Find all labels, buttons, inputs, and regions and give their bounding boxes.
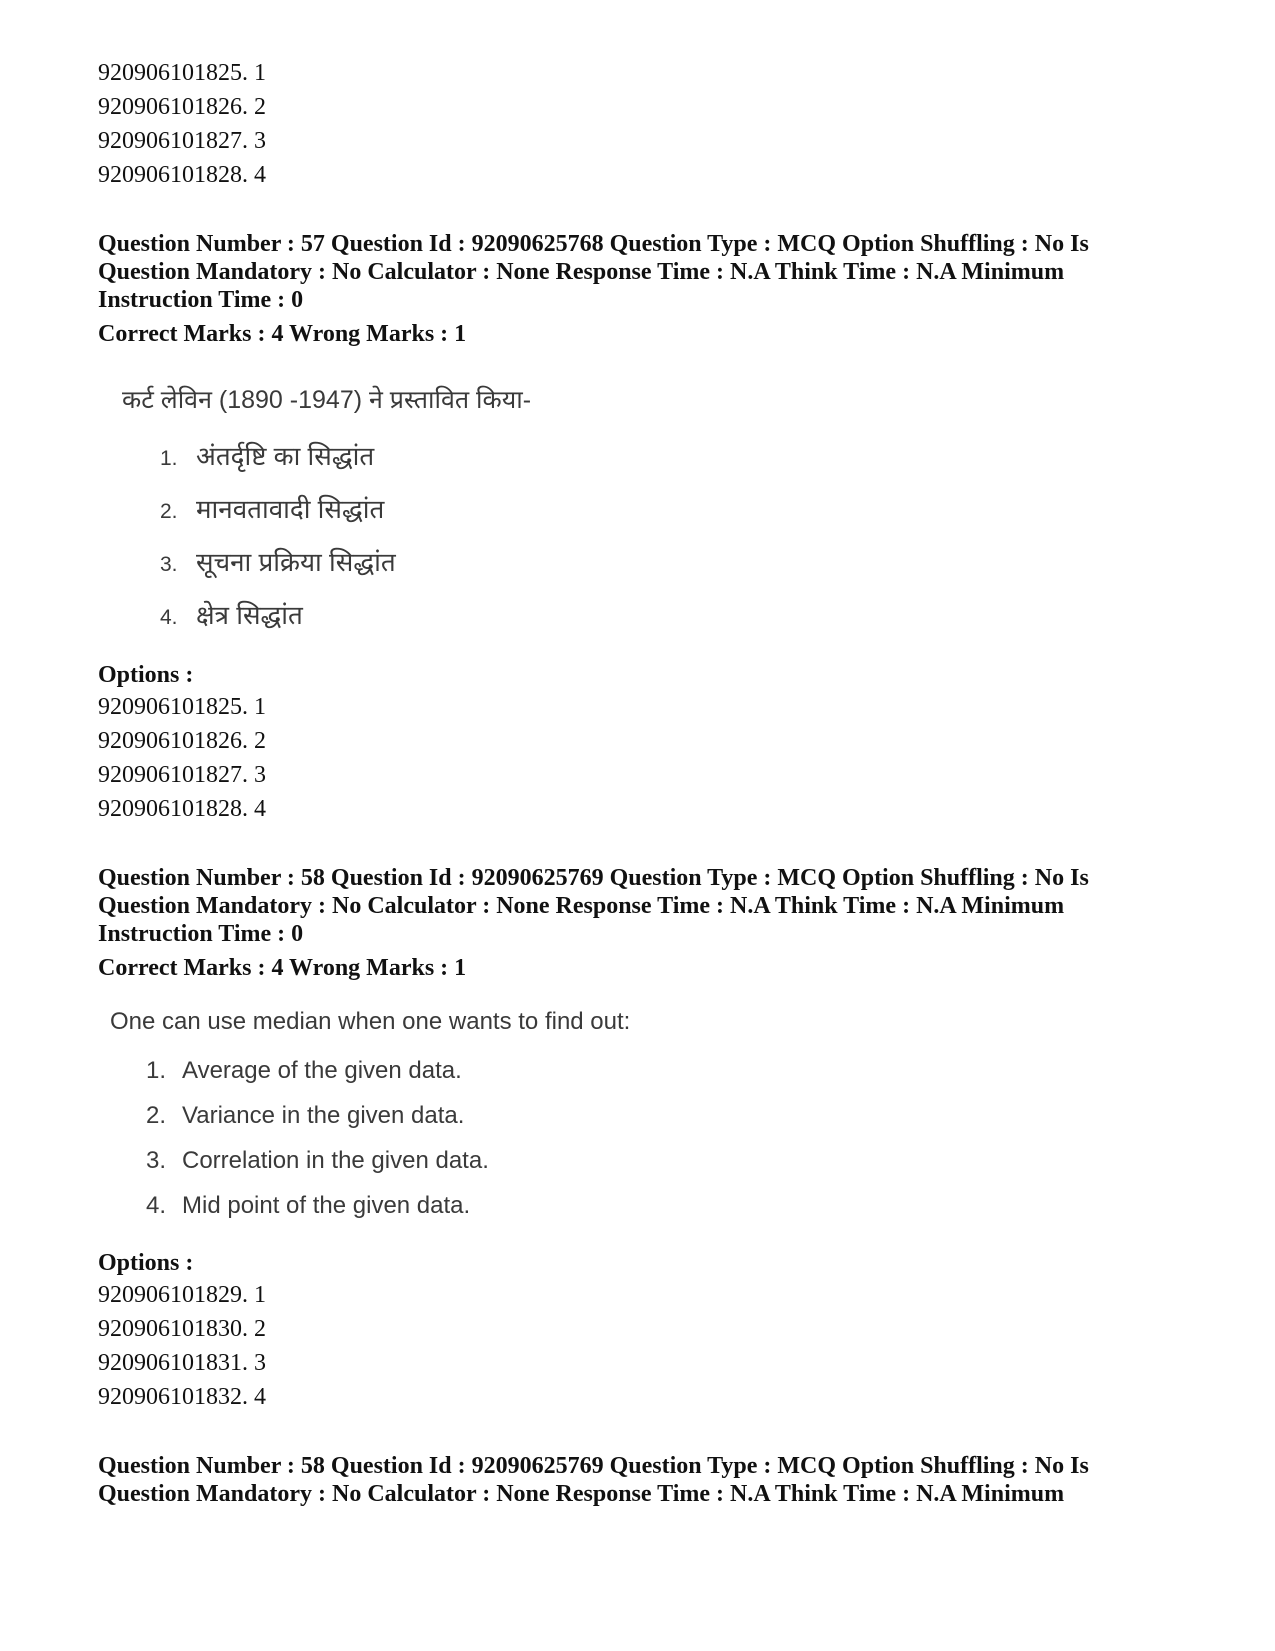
document-page: [98, 56, 1178, 1508]
question-58-body: [110, 1006, 1178, 1228]
choice-number: 4.: [146, 1192, 167, 1219]
option-line: 920906101827. 3: [98, 128, 266, 154]
options-label: Options :: [98, 662, 194, 688]
question-57-body: [122, 384, 1178, 642]
question-58-header: [98, 864, 1178, 982]
question-stem: One can use median when one wants to find out:: [110, 1008, 631, 1035]
choice-text: सूचना प्रक्रिया सिद्धांत: [196, 547, 396, 577]
choice-text: Variance in the given data.: [182, 1102, 465, 1129]
question-stem: कर्ट लेविन (1890 -1947) ने प्रस्तावित किया-: [122, 386, 532, 414]
option-line: 920906101825. 1: [98, 694, 266, 720]
option-line: 920906101825. 1: [98, 60, 266, 86]
choice-item: [146, 1183, 1178, 1228]
question-meta-line: Question Number : 58 Question Id : 92090625769 Question Type : MCQ Option Shuffling : No Is: [98, 865, 1089, 891]
choice-item: [160, 483, 1178, 536]
question-57-header: [98, 230, 1178, 348]
options-label: Options :: [98, 1250, 194, 1276]
question-marks: Correct Marks : 4 Wrong Marks : 1: [98, 321, 467, 347]
question-meta-line: Question Number : 57 Question Id : 92090625768 Question Type : MCQ Option Shuffling : No Is: [98, 231, 1089, 257]
choice-text: मानवतावादी सिद्धांत: [196, 494, 385, 524]
choice-number: 4.: [160, 606, 178, 629]
option-line: 920906101827. 3: [98, 762, 266, 788]
choice-text: Mid point of the given data.: [182, 1192, 471, 1219]
choice-item: [146, 1048, 1178, 1093]
choice-number: 3.: [146, 1147, 167, 1174]
option-line: 920906101826. 2: [98, 94, 266, 120]
choice-number: 3.: [160, 553, 178, 576]
choice-number: 2.: [146, 1102, 167, 1129]
question-meta-line: Instruction Time : 0: [98, 921, 304, 947]
choice-item: [160, 589, 1178, 642]
choice-number: 1.: [160, 447, 178, 470]
choice-text: क्षेत्र सिद्धांत: [196, 600, 303, 630]
question-58-options: [98, 1248, 1178, 1414]
question-meta-line: Question Number : 58 Question Id : 92090625769 Question Type : MCQ Option Shuffling : No Is: [98, 1453, 1089, 1479]
option-line: 920906101828. 4: [98, 162, 266, 188]
question-meta-line: Question Mandatory : No Calculator : None Response Time : N.A Think Time : N.A Minimum: [98, 893, 1065, 919]
option-line: 920906101831. 3: [98, 1350, 266, 1376]
question-marks: Correct Marks : 4 Wrong Marks : 1: [98, 955, 467, 981]
choice-text: अंतर्दृष्टि का सिद्धांत: [196, 441, 375, 471]
option-line: 920906101828. 4: [98, 796, 266, 822]
choice-item: [160, 536, 1178, 589]
option-line: 920906101829. 1: [98, 1282, 266, 1308]
choice-text: Correlation in the given data.: [182, 1147, 489, 1174]
question-58-repeat-header: [98, 1452, 1178, 1508]
question-meta-line: Instruction Time : 0: [98, 287, 304, 313]
choice-item: [160, 430, 1178, 483]
previous-options-list: [98, 56, 1178, 192]
option-line: 920906101826. 2: [98, 728, 266, 754]
question-choices: [122, 430, 1178, 642]
question-meta-line: Question Mandatory : No Calculator : None Response Time : N.A Think Time : N.A Minimum: [98, 1481, 1065, 1507]
option-line: 920906101832. 4: [98, 1384, 266, 1410]
choice-text: Average of the given data.: [182, 1057, 462, 1084]
question-57-options: [98, 660, 1178, 826]
option-line: 920906101830. 2: [98, 1316, 266, 1342]
choice-number: 2.: [160, 500, 178, 523]
question-choices: [110, 1048, 1178, 1228]
choice-number: 1.: [146, 1057, 167, 1084]
choice-item: [146, 1138, 1178, 1183]
question-meta-line: Question Mandatory : No Calculator : None Response Time : N.A Think Time : N.A Minimum: [98, 259, 1065, 285]
choice-item: [146, 1093, 1178, 1138]
